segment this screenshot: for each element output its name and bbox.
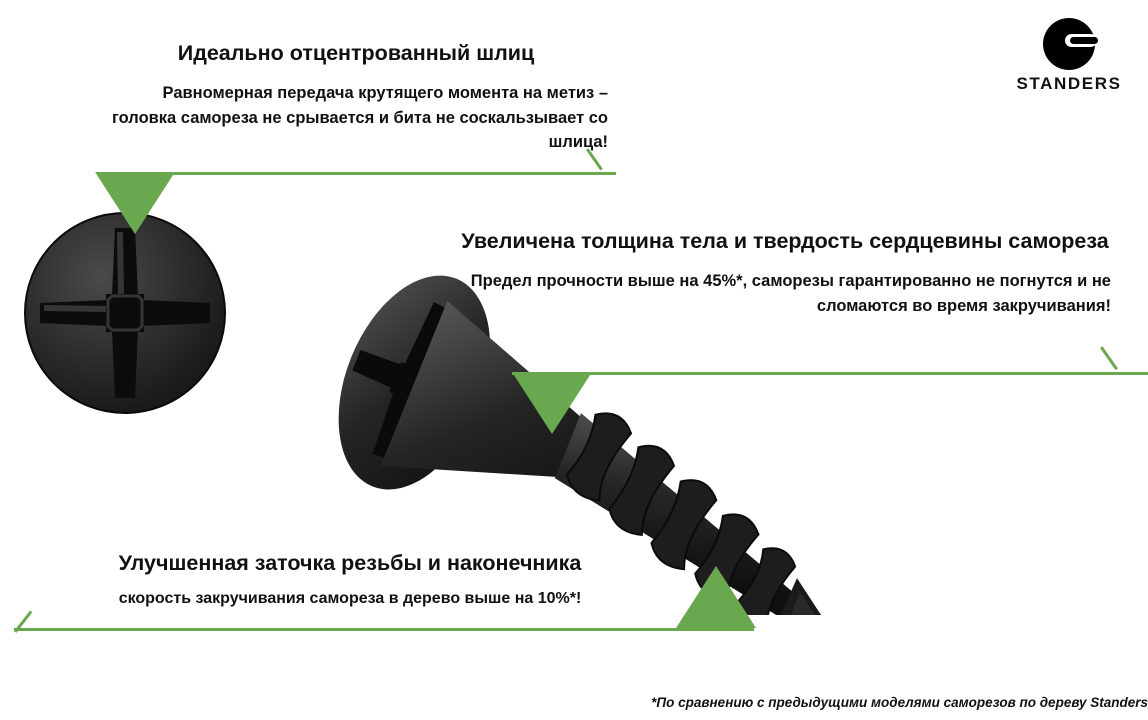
standers-screw-logo-icon — [1043, 18, 1095, 70]
connector-line-2-tail — [1100, 346, 1118, 370]
connector-line-1 — [136, 172, 616, 175]
connector-arrow-2 — [512, 372, 592, 434]
feature-block-centered-slot — [96, 40, 616, 155]
connector-line-2 — [512, 372, 1148, 375]
connector-line-3 — [14, 628, 754, 631]
footnote-text: *По сравнению с предыдущими моделями саморезов по дереву Standers — [651, 695, 1148, 710]
connector-arrow-1 — [95, 172, 175, 234]
feature-3-heading: Улучшенная заточка резьбы и наконечника — [118, 551, 582, 575]
feature-block-thread-sharpening — [30, 550, 670, 611]
brand-logo — [1004, 18, 1134, 94]
screw-head-phillips-icon — [20, 208, 230, 418]
feature-2-heading: Увеличена толщина тела и твердость сердцевины самореза — [461, 229, 1109, 253]
feature-2-body: Предел прочности выше на 45%*, саморезы гарантированно не погнутся и не сломаются во время закручивания! — [470, 271, 1111, 315]
feature-3-body: скорость закручивания самореза в дерево выше на 10%*! — [118, 589, 582, 607]
feature-block-body-thickness — [455, 228, 1115, 318]
feature-1-body: Равномерная передача крутящего момента на метиз – головка самореза не срывается и бита не соскальзывает со шлица! — [111, 83, 608, 152]
connector-arrow-3 — [676, 566, 756, 628]
brand-name: STANDERS — [1016, 74, 1122, 93]
feature-1-heading: Идеально отцентрованный шлиц — [177, 41, 535, 65]
